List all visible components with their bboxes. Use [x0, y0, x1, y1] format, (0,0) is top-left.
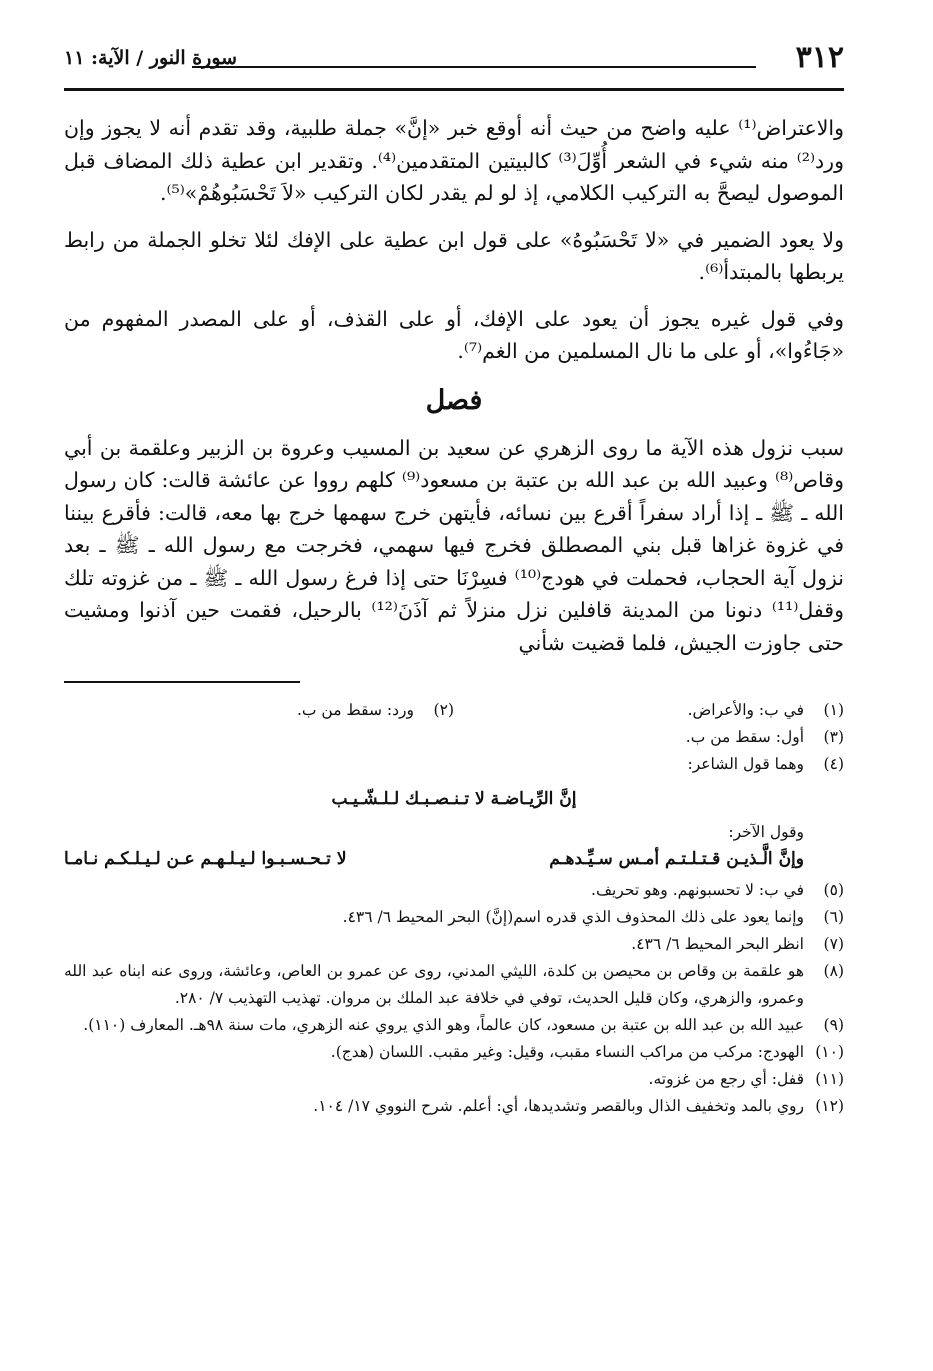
- footnote-row: [64, 1093, 844, 1120]
- footnote-number: (١): [823, 701, 844, 719]
- footnote-number: (٦): [823, 908, 844, 926]
- page-header: [64, 36, 844, 90]
- footnote-number: (٧): [823, 935, 844, 953]
- footnote-5: في ب: لا تحسبونهم. وهو تحريف.: [591, 881, 804, 899]
- poem-hemistich-2: لا تـحـسـبـوا لـيـلـهـم عـن لـيـلـكـم نـامـا: [64, 849, 347, 869]
- footnote-row: [64, 958, 844, 1012]
- poem-verse-1: إنَّ الرِّيـاضـة لا تـنـصـبـك لـلـشّـيـب: [331, 789, 577, 809]
- footnote-2: ورد: سقط من ب.: [296, 701, 414, 719]
- paragraph-4: سبب نزول هذه الآية ما روى الزهري عن سعيد بن المسيب وعروة بن الزبير وعلقمة بن أبي وقاص⁽⁸⁾ وعبيد الله بن عبد الله بن عتبة بن مسعود⁽⁹⁾ كلهم رووا عن عائشة قالت: كان رسول الله ـ ﷺ ـ إذا أراد سفراً أقرع بين نسائه، فأيتهن خرج سهمها خرج بها معه، قالت: فأقرع بيننا في غزوة غزاها قبل بني المصطلق فخرج فيها سهمي، فخرجت مع رسول الله ـ ﷺ ـ بعد نزول آية الحجاب، فحملت في هودج⁽¹⁰⁾ فسِرْنَا حتى إذا فرغ رسول الله ـ ﷺ ـ من غزوته تلك وقفل⁽¹¹⁾ دنونا من المدينة قافلين نزل منزلاً ثم آذَنَ⁽¹²⁾ بالرحيل، فقمت حين آذنوا ومشيت حتى جاوزت الجيش، فلما قضيت شأني: [64, 435, 844, 655]
- footnote-10: الهودج: مركب من مراكب النساء مقبب، وقيل: وغير مقبب. اللسان (هدج).: [330, 1043, 804, 1061]
- footnote-4: وهما قول الشاعر:: [687, 755, 804, 773]
- paragraph-2: ولا يعود الضمير في «لا تَحْسَبُوهُ» على قول ابن عطية على الإفك لئلا تخلو الجملة من رابط يربطها بالمبتدأ⁽⁶⁾.: [64, 227, 844, 284]
- footnote-row: [64, 904, 844, 931]
- footnote-row: [64, 1066, 844, 1093]
- page-number: ٣١٢: [795, 40, 844, 75]
- paragraph-3: وفي قول غيره يجوز أن يعود على الإفك، أو على القذف، أو على المصدر المفهوم من «جَاءُوا»، أو على ما نال المسلمين من الغم⁽⁷⁾.: [64, 306, 844, 363]
- footnote-number: (١٢): [815, 1097, 844, 1115]
- poem-intro: وقول الآخر:: [728, 823, 804, 841]
- footnote-9: عبيد الله بن عبد الله بن عتبة بن مسعود، كان عالماً، وهو الذي يروي عنه الزهري، مات سنة ٩٨هـ. المعارف (١١٠).: [83, 1016, 804, 1034]
- footnote-row: [64, 931, 844, 958]
- book-page: [64, 36, 844, 1120]
- footnote-row: [64, 1039, 844, 1066]
- footnote-number: (٨): [823, 962, 844, 980]
- footnotes: [64, 697, 844, 1120]
- footnote-7: انظر البحر المحيط ٦/ ٤٣٦.: [631, 935, 804, 953]
- footnote-number: (١١): [815, 1070, 844, 1088]
- footnote-divider: [64, 681, 300, 683]
- footnote-12: روي بالمد وتخفيف الذال وبالقصر وتشديدها، أي: أعلم. شرح النووي ١٧/ ١٠٤.: [313, 1097, 804, 1115]
- running-title: سورة النور / الآية: ١١: [64, 47, 238, 69]
- footnote-row: [64, 751, 844, 778]
- footnote-1: في ب: والأعراض.: [687, 701, 804, 719]
- footnote-row: [64, 1012, 844, 1039]
- main-text: [64, 112, 844, 659]
- poem-verse-2: [64, 846, 844, 873]
- footnote-number: (٤): [823, 755, 844, 773]
- footnote-8: هو علقمة بن وقاص بن محيصن بن كلدة، الليثي المدني، روى عن عمرو بن العاص، وعائشة، وروى عنه ابناه عبد الله وعمرو، والزهري، وكان قليل الحديث، توفي في خلافة عبد الملك بن مروان. تهذيب التهذيب ٧/ ٢٨٠.: [64, 962, 804, 1007]
- footnote-row-1-2: [64, 697, 844, 724]
- footnote-11: قفل: أي رجع من غزوته.: [648, 1070, 804, 1088]
- header-divider: [64, 88, 844, 91]
- footnote-row: [64, 877, 844, 904]
- footnote-number: (١٠): [815, 1043, 844, 1061]
- poem-hemistich-1: وإنَّ الَّـذيـن قـتـلـتـم أمـس سـيِّـدهـم: [549, 849, 804, 869]
- footnote-3: أول: سقط من ب.: [685, 728, 804, 746]
- footnote-row: [64, 724, 844, 751]
- footnote-number: (٢): [433, 701, 454, 719]
- footnote-6: وإنما يعود على ذلك المحذوف الذي قدره اسم(إنَّ) البحر المحيط ٦/ ٤٣٦.: [342, 908, 804, 926]
- footnote-number: (٩): [823, 1016, 844, 1034]
- footnote-number: (٣): [823, 728, 844, 746]
- header-divider-short: [192, 66, 756, 68]
- footnote-number: (٥): [823, 881, 844, 899]
- paragraph-1: والاعتراض⁽¹⁾ عليه واضح من حيث أنه أوقع خبر «إنَّ» جملة طلبية، وقد تقدم أنه لا يجوز وإن ورد⁽²⁾ منه شيء في الشعر أُوِّلَ⁽³⁾ كالبيتين المتقدمين⁽⁴⁾. وتقدير ابن عطية ذلك المضاف قبل الموصول ليصحَّ به التركيب الكلامي، إذ لو لم يقدر لكان التركيب «لاَ تَحْسَبُوهُمْ»⁽⁵⁾.: [64, 116, 844, 205]
- section-heading: فصل: [425, 384, 483, 416]
